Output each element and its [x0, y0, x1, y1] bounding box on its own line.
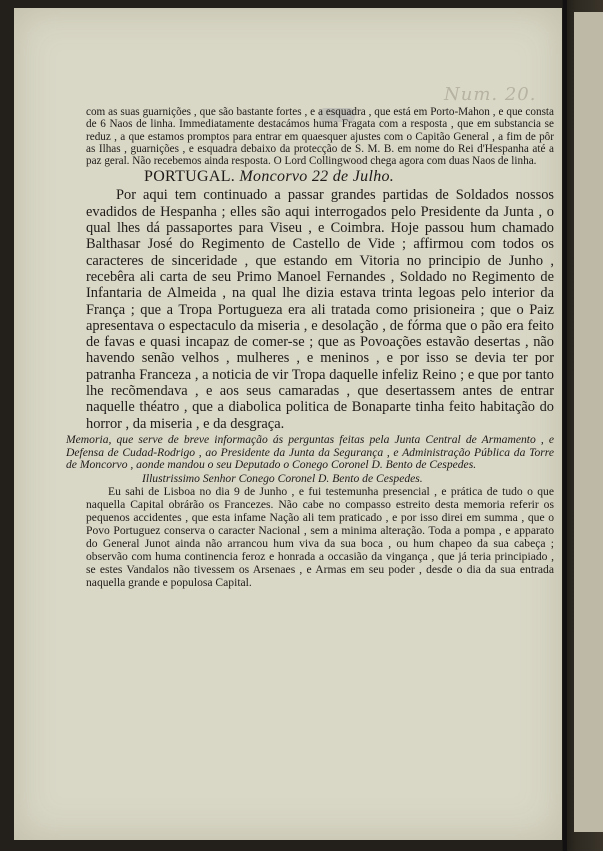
- memoria-indent: [86, 485, 108, 498]
- heading-place: PORTUGAL.: [144, 168, 236, 186]
- facing-page-edge: [574, 12, 603, 832]
- heading-dateline: Moncorvo 22 de Julho.: [239, 168, 395, 186]
- memoria-body-text: Eu sahi de Lisboa no dia 9 de Junho , e fui testemunha presencial , e prática de tudo o que naquella Capital obrárão os Francezes. Não cabe no compasso estreito desta memoria referir os pequenos accidentes , que esta infame Nação ali tem praticado , e por isso direi em summa , que o Povo Portuguez conserva o caracter Nacional , sem a minima alteração. Toda a pompa , e apparato do General Junot ainda não arrancou hum viva da sua boca , ou hum chapeo da sua cabeça ; observão com huma continencia feroz e honrada a occasião da vingança , que já teria principiado , se estes Vandalos não tivessem os Arsenaes , e Armas em seu poder , desde o dia da sua entrada naquella grande e populosa Capital.: [86, 485, 554, 589]
- memoria-body: [86, 486, 554, 589]
- report-paragraph: [86, 187, 554, 431]
- page-number-label: Num. 20.: [444, 84, 537, 105]
- section-heading: [86, 168, 554, 186]
- memoria-title: Memoria, que serve de breve informação ás perguntas feitas pela Junta Central de Armamento , e Defensa de Cudad-Rodrigo , ao Presidente da Junta da Segurança , e Administração Pública da Torre de Moncorvo , aonde mandou o seu Deputado o Conego Coronel D. Bento de Cespedes.: [66, 432, 554, 472]
- report-indent: [86, 187, 116, 203]
- report-text: Por aqui tem continuado a passar grandes partidas de Soldados nossos evadidos de Hespanha ; elles são aqui interrogados pelo Presidente da Junta , o qual lhes dá passaportes para Viseu , e Coimbra. Hoje passou hum chamado Balthasar José do Regimento de Castello de Vide ; affirmou com todos os caracteres de sinceridade , que estando em Vitoria no principio de Junho , recebêra ali carta de seu Primo Manoel Fernandes , Soldado no Regimento de Infantaria de Almeida , na qual lhe dizia estava trinta legoas pelo interior da França ; que a Tropa Portugueza era ali tratada como prisioneira ; que o Paiz apresentava o espectaculo da miseria , e desolação , de fórma que o pão era feito de favas e quasi incapaz de comer-se ; que as Povoações estavão desertas , não havendo senão velhos , mulheres , e meninos , e por isso se devia ter por patranha Franceza , a noticia de vir Tropa daquelle infeliz Reino ; e que por tanto lhe recõmendava , e aos seus camaradas , que desertassem antes de entrar naquelle théatro , que a diabolica politica de Bonaparte tinha feito habitação do horror , da miseria , e da desgraça.: [86, 187, 554, 432]
- page-edge-shadow: [563, 0, 567, 851]
- intro-text: com as suas guarnições , que são bastante fortes , e a esquadra , que está em Porto-Mahon , e que consta de 6 Naos de linha. Immediatamente destacámos huma Fragata com a resposta , que em substancia se reduz , a que estamos promptos para entrar em quaesquer ajustes com o Capitão General , a fim de pôr as Ilhas , guarnições , e esquadra debaixo da protecção de S. M. B. em nome do Rei d'Hespanha até a paz geral. Não recebemos ainda resposta. O Lord Collingwood chega agora com duas Naos de linha.: [86, 106, 554, 168]
- memoria-salutation: Illustrissimo Senhor Conego Coronel D. Bento de Cespedes.: [142, 471, 423, 485]
- page-text-column: [66, 106, 554, 590]
- intro-paragraph: [86, 106, 554, 167]
